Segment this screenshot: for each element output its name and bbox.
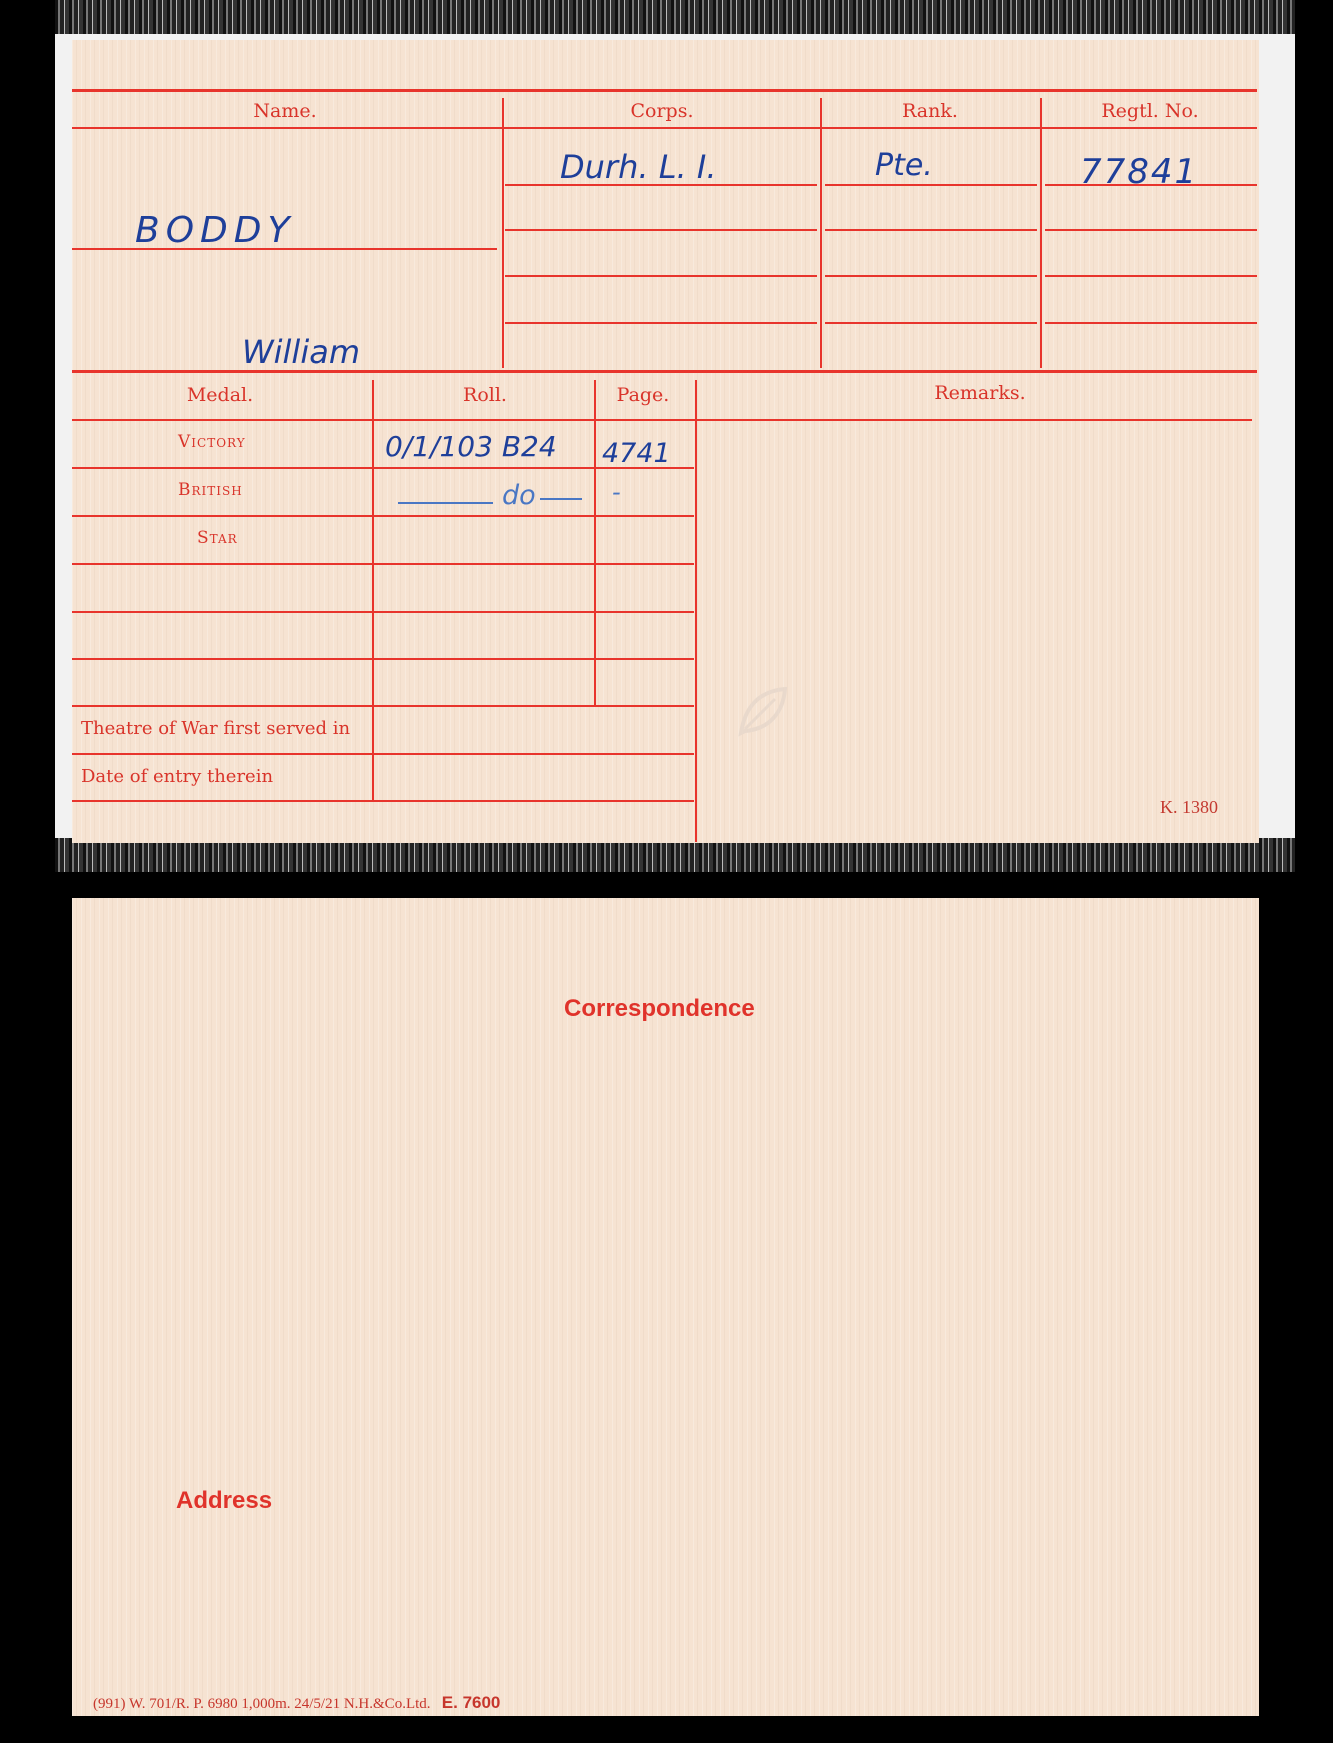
header-remarks: Remarks. <box>934 382 1026 404</box>
ditto-line-right <box>540 498 582 500</box>
imprint-text: (991) W. 701/R. P. 6980 1,000m. 24/5/21 N.H.&Co.Ltd. <box>93 1696 431 1712</box>
entry-regtl-no: 77841 <box>1080 152 1199 192</box>
entry-rank: Pte. <box>875 148 933 183</box>
ditto-line-left <box>398 502 493 504</box>
imprint-code: E. 7600 <box>441 1693 501 1712</box>
header-page: Page. <box>616 384 670 406</box>
header-regtl-no: Regtl. No. <box>1101 100 1199 122</box>
entry-corps: Durh. L. I. <box>560 148 717 186</box>
entry-british-roll: do <box>502 480 536 511</box>
header-corps: Corps. <box>630 100 694 122</box>
date-of-entry-label: Date of entry therein <box>81 766 274 787</box>
scan-edge-bottom <box>55 838 1295 872</box>
header-medal: Medal. <box>186 384 254 406</box>
entry-forename: William <box>242 333 360 371</box>
entry-surname: BODDY <box>135 210 296 251</box>
address-label: Address <box>176 1487 273 1514</box>
entry-victory-page: 4741 <box>602 438 671 469</box>
medal-star: Star <box>197 528 238 548</box>
leaf-watermark-icon <box>735 683 791 739</box>
medal-british: British <box>178 480 243 500</box>
theatre-of-war-label: Theatre of War first served in <box>81 718 351 739</box>
entry-victory-roll: 0/1/103 B24 <box>385 430 557 463</box>
header-rank: Rank. <box>902 100 958 122</box>
form-number: K. 1380 <box>1160 797 1218 817</box>
correspondence-label: Correspondence <box>564 995 755 1022</box>
printer-imprint <box>93 1693 500 1713</box>
scan-edge-top <box>55 0 1295 34</box>
header-roll: Roll. <box>463 384 507 406</box>
header-name: Name. <box>253 100 317 122</box>
medal-victory: Victory <box>178 432 246 452</box>
entry-british-page: - <box>612 478 621 506</box>
